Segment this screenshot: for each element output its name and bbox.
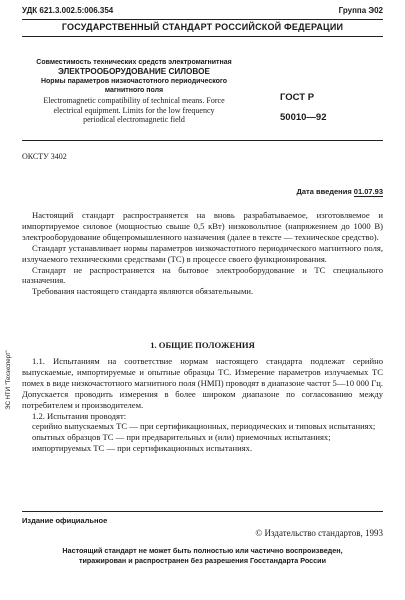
udc-code: УДК 621.3.002.5:006.354	[22, 6, 114, 15]
reproduction-notice	[22, 546, 383, 566]
english-title	[22, 96, 246, 125]
intro-date-label: Дата введения	[296, 187, 352, 196]
side-watermark	[3, 300, 15, 460]
preamble-text	[22, 210, 383, 297]
okstu-code: ОКСТУ 3402	[22, 152, 67, 161]
header-row	[22, 4, 383, 18]
english-line-3: periodical electromagnetic field	[83, 115, 185, 124]
section-paragraph: импортируемых ТС — при сертификационных испытаниях.	[32, 443, 253, 454]
norms-line-1: Нормы параметров низкочастотного периодического	[40, 78, 228, 85]
preamble-paragraph: Требования настоящего стандарта являются обязательными.	[32, 286, 254, 297]
english-line-1: Electromagnetic compatibility of technical means. Force	[43, 96, 225, 105]
section-paragraph: 1.1. Испытаниям на соответствие нормам настоящего стандарта подлежат серийно выпускаемые, импортируемые и опытные образцы ТС. Измерение параметров излучаемых ТС помех в виде низкочастотного магнитного поля (НМП) проводят в диапазоне частот 5—10 000 Гц. Допускается проводить измерения в более широком диапазоне по согласованию между потребителем и производителем.	[22, 356, 383, 410]
header-rule-bottom	[22, 36, 383, 37]
copyright: © Издательство стандартов, 1993	[255, 528, 383, 538]
section-paragraph: серийно выпускаемых ТС — при сертификационных, периодических и типовых испытаниях;	[32, 421, 376, 432]
intro-date-value: 01.07.93	[353, 187, 383, 196]
section-paragraph: опытных образцов ТС — при предварительных и (или) приемочных испытаниях;	[32, 432, 331, 443]
equipment-title: ЭЛЕКТРООБОРУДОВАНИЕ СИЛОВОЕ	[58, 67, 210, 76]
gost-number: 50010—92	[280, 112, 327, 123]
header-rule-top	[22, 19, 383, 20]
english-line-2: electrical equipment. Limits for the low frequency	[53, 105, 215, 115]
preamble-paragraph: Настоящий стандарт распространяется на вновь разрабатываемое, изготовляемое и импортируемое силовое (мощностью свыше 0,5 кВт) низковольтное (напряжением до 1000 В) электрооборудование общепромышленного назначения (далее в тексте — техническое средство).	[22, 210, 383, 242]
norms-line-2: магнитного поля	[104, 87, 164, 94]
official-edition: Издание официальное	[22, 516, 108, 525]
footer-rule	[22, 511, 383, 512]
section-heading: 1. ОБЩИЕ ПОЛОЖЕНИЯ	[150, 340, 255, 350]
standard-title: ГОСУДАРСТВЕННЫЙ СТАНДАРТ РОССИЙСКОЙ ФЕДЕРАЦИИ	[61, 22, 344, 32]
compatibility-line: Совместимость технических средств электромагнитная	[36, 59, 232, 66]
section-1-text	[22, 356, 383, 454]
gost-label: ГОСТ Р	[280, 92, 315, 103]
introduction-date	[297, 187, 383, 196]
document-title-block	[22, 58, 246, 125]
notice-line-1: Настоящий стандарт не может быть полностью или частично воспроизведен,	[62, 546, 343, 555]
title-rule	[22, 140, 383, 141]
section-paragraph: 1.2. Испытания проводят:	[32, 410, 127, 421]
group-code: Группа Э02	[338, 6, 383, 15]
side-watermark-text: ЭС НТИ "Техэксперт"	[6, 350, 12, 410]
preamble-paragraph: Стандарт не распространяется на бытовое электрооборудование и ТС специального назначения.	[22, 264, 383, 286]
notice-line-2: тиражирован и распространен без разрешения Госстандарта России	[78, 556, 327, 565]
gost-designation	[280, 88, 326, 128]
preamble-paragraph: Стандарт устанавливает нормы параметров низкочастотного периодического магнитного поля, излучаемого техническими средствами (ТС) в процессе своего функционирования.	[22, 242, 383, 264]
